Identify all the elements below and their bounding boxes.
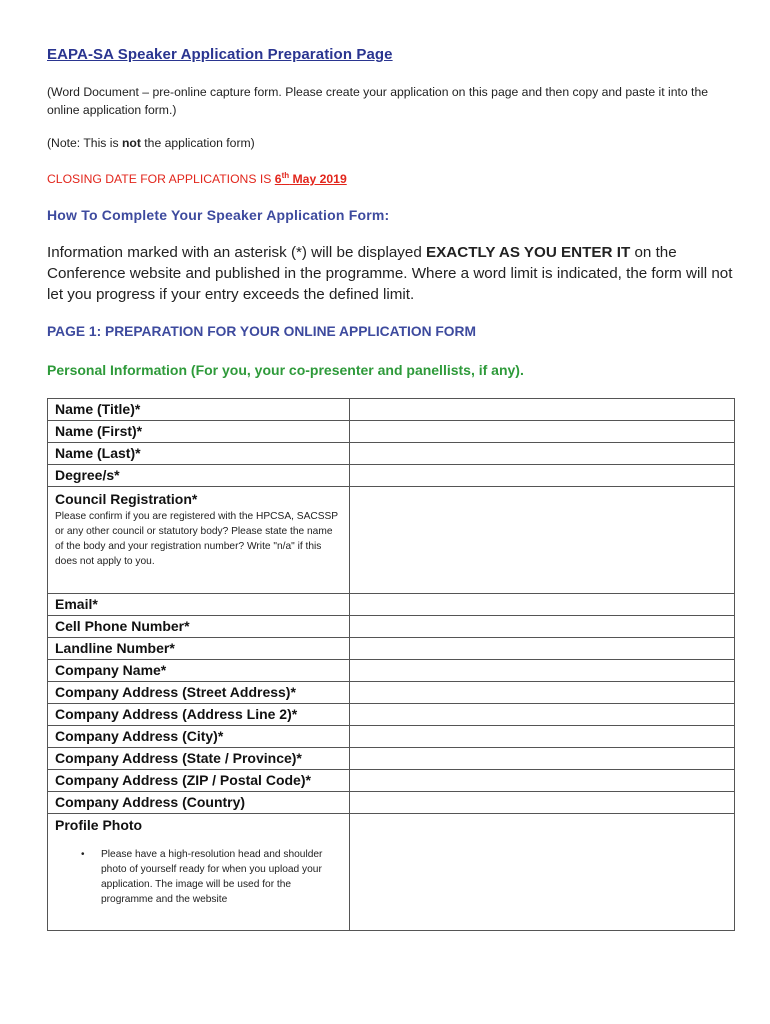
label-degree: Degree/s*: [48, 465, 350, 487]
input-country[interactable]: [350, 792, 735, 814]
label-street-address: Company Address (Street Address)*: [48, 682, 350, 704]
info-part-2: on the Conference website and published in the programme. Where a word limit is indicated, the form will not let you progress if your entry exceeds the defined limit.: [47, 244, 733, 303]
info-emphasis: EXACTLY AS YOU ENTER IT: [426, 244, 631, 261]
label-address-line-2: Company Address (Address Line 2)*: [48, 704, 350, 726]
photo-help-list: [55, 847, 342, 907]
closing-date: [275, 172, 347, 186]
label-name-title: Name (Title)*: [48, 399, 350, 421]
label-council-registration: Council Registration*: [55, 491, 198, 507]
input-email[interactable]: [350, 594, 735, 616]
table-row: [48, 814, 735, 931]
info-paragraph: [47, 242, 737, 305]
howto-heading: How To Complete Your Speaker Application Form:: [47, 207, 390, 223]
table-row: [48, 616, 735, 638]
input-name-first[interactable]: [350, 421, 735, 443]
label-company-name: Company Name*: [48, 660, 350, 682]
personal-info-heading: Personal Information (For you, your co-presenter and panellists, if any).: [47, 362, 524, 378]
table-row: [48, 594, 735, 616]
note-prefix: (Note: This is: [47, 136, 122, 150]
label-country: Company Address (Country): [48, 792, 350, 814]
note-suffix: the application form): [140, 136, 255, 150]
input-profile-photo[interactable]: [350, 814, 735, 931]
bullet-icon: •: [81, 849, 85, 860]
profile-photo-cell: [48, 814, 350, 931]
input-state-province[interactable]: [350, 748, 735, 770]
input-degree[interactable]: [350, 465, 735, 487]
input-name-title[interactable]: [350, 399, 735, 421]
council-help-text: Please confirm if you are registered with the HPCSA, SACSSP or any other council or statutory body? Please state the name of the body and your registration number? Write "n/a" if this does not apply to you.: [55, 511, 338, 567]
personal-info-table: [47, 398, 735, 931]
input-zip-postal[interactable]: [350, 770, 735, 792]
input-name-last[interactable]: [350, 443, 735, 465]
input-street-address[interactable]: [350, 682, 735, 704]
label-city: Company Address (City)*: [48, 726, 350, 748]
table-row: [48, 487, 735, 594]
info-part-1: Information marked with an asterisk (*) will be displayed: [47, 244, 426, 261]
list-item: [55, 847, 342, 907]
intro-text: (Word Document – pre-online capture form. Please create your application on this page and then copy and paste it into the online application form.): [47, 85, 708, 117]
label-profile-photo: Profile Photo: [55, 817, 143, 833]
label-landline: Landline Number*: [48, 638, 350, 660]
label-cell-phone: Cell Phone Number*: [48, 616, 350, 638]
input-city[interactable]: [350, 726, 735, 748]
closing-date-notice: [47, 171, 347, 186]
table-row: [48, 748, 735, 770]
label-name-first: Name (First)*: [48, 421, 350, 443]
table-row: [48, 421, 735, 443]
closing-day: 6: [274, 172, 282, 187]
input-company-name[interactable]: [350, 660, 735, 682]
note-emphasis: not: [121, 136, 141, 150]
table-row: [48, 443, 735, 465]
input-cell-phone[interactable]: [350, 616, 735, 638]
table-row: [48, 704, 735, 726]
label-name-last: Name (Last)*: [48, 443, 350, 465]
table-row: [48, 792, 735, 814]
page-title: EAPA-SA Speaker Application Preparation Page: [47, 46, 393, 63]
table-row: [48, 638, 735, 660]
photo-help-text: Please have a high-resolution head and shoulder photo of yourself ready for when you upload your application. The image will be used for the programme and the website: [101, 849, 323, 905]
label-state-province: Company Address (State / Province)*: [48, 748, 350, 770]
input-council-registration[interactable]: [350, 487, 735, 594]
council-cell: [48, 487, 350, 594]
input-landline[interactable]: [350, 638, 735, 660]
closing-prefix: CLOSING DATE FOR APPLICATIONS IS: [47, 172, 275, 187]
label-email: Email*: [48, 594, 350, 616]
table-row: [48, 465, 735, 487]
table-row: [48, 726, 735, 748]
closing-day-suffix: th: [281, 171, 290, 180]
page-1-heading: PAGE 1: PREPARATION FOR YOUR ONLINE APPLICATION FORM: [47, 324, 476, 339]
table-row: [48, 682, 735, 704]
note-text: [47, 136, 255, 150]
table-row: [48, 660, 735, 682]
table-row: [48, 770, 735, 792]
input-address-line-2[interactable]: [350, 704, 735, 726]
label-zip-postal: Company Address (ZIP / Postal Code)*: [48, 770, 350, 792]
closing-month-year: May 2019: [289, 172, 347, 187]
table-row: [48, 399, 735, 421]
